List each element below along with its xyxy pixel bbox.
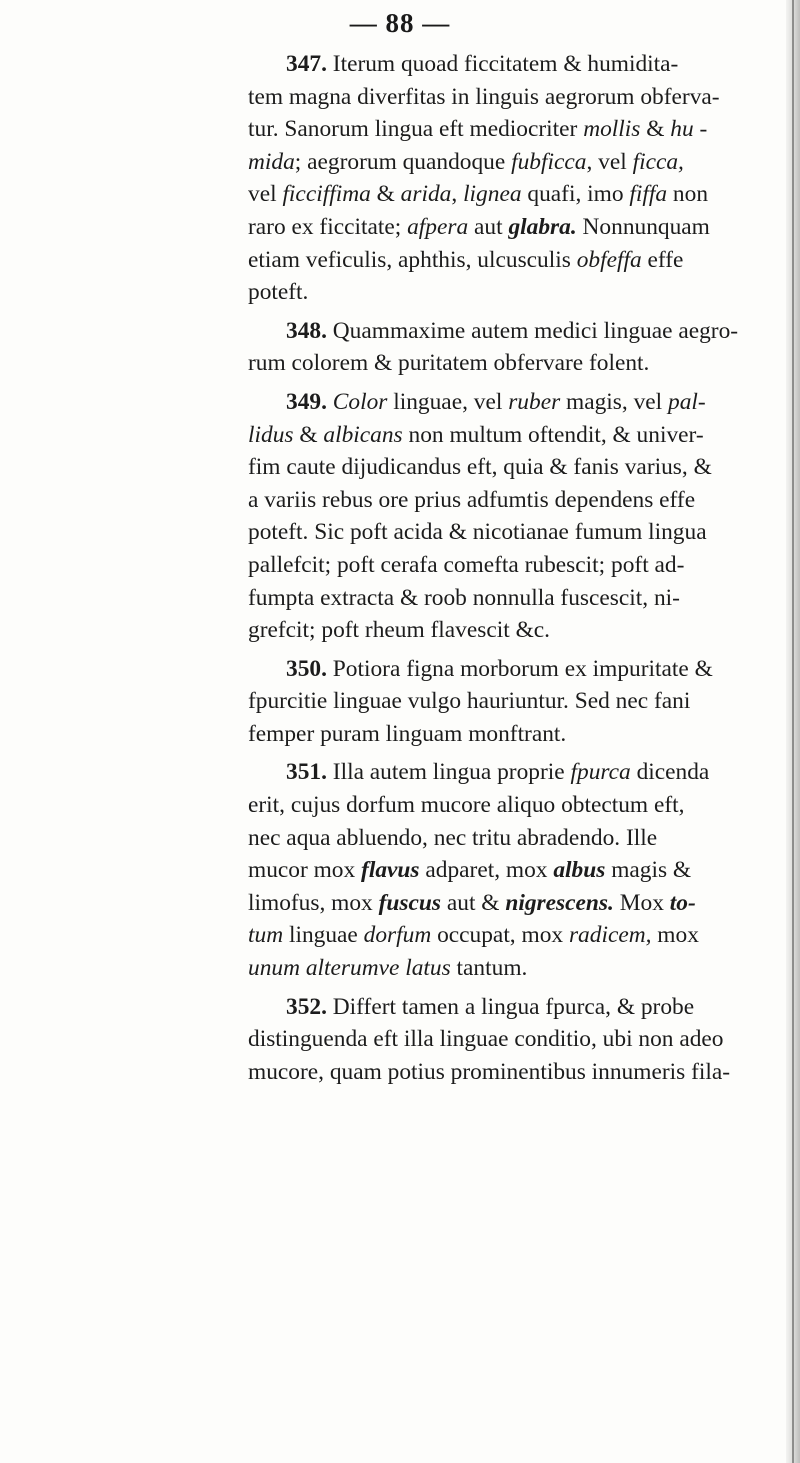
text-line	[248, 887, 772, 920]
text-line	[248, 1023, 772, 1056]
text-run: linguae, vel	[387, 388, 509, 415]
text-run: 349.	[286, 388, 333, 415]
page-number: — 88 —	[349, 8, 451, 38]
text-run: Color	[332, 388, 388, 415]
text-run: aut	[468, 213, 509, 240]
paragraph	[248, 315, 772, 380]
text-run: poteft.	[248, 279, 309, 306]
text-run: 350.	[286, 655, 333, 682]
text-run: tur. Sanorum lingua eft mediocriter	[248, 116, 584, 143]
text-run: non	[667, 181, 709, 208]
text-run: 348.	[286, 317, 333, 344]
text-line	[248, 276, 772, 309]
text-line	[248, 81, 772, 114]
text-line	[248, 386, 772, 419]
text-run: mida	[248, 148, 295, 175]
text-line	[248, 48, 772, 81]
text-run: tem magna diverfitas in linguis aegrorum obferva-	[248, 83, 720, 110]
text-line	[248, 685, 772, 718]
text-run: tantum.	[450, 955, 528, 982]
text-run: Mox	[613, 889, 670, 916]
text-run: unum alterumve latus	[248, 955, 451, 982]
paragraph	[248, 386, 772, 647]
text-run: Quammaxime autem medici linguae aegro-	[332, 317, 739, 344]
text-run: ficca,	[632, 148, 684, 175]
text-line	[248, 211, 772, 244]
paragraph	[248, 48, 772, 309]
text-run: , vel	[586, 148, 633, 175]
text-line	[248, 516, 772, 549]
text-line	[248, 146, 772, 179]
text-run: &	[640, 116, 671, 143]
text-run: 347.	[286, 51, 333, 77]
text-run: fumpta extracta & roob nonnulla fuscescit, ni-	[248, 584, 680, 611]
text-run: lignea	[463, 181, 522, 208]
text-run: 351.	[286, 759, 333, 786]
text-run: Iterum quoad ficcitatem & humidita-	[332, 51, 679, 77]
paragraph	[248, 991, 772, 1089]
text-run: rum colorem & puritatem obfervare folent.	[248, 350, 650, 377]
text-line	[248, 244, 772, 277]
text-run: grefcit; poft rheum flavescit &c.	[248, 617, 551, 644]
text-run: linguae	[283, 922, 364, 949]
text-run: ficciffima	[282, 181, 371, 208]
text-line	[248, 991, 772, 1024]
text-run: distinguenda eft illa linguae conditio, ubi non adeo	[248, 1026, 724, 1053]
text-run: dorfum	[363, 922, 432, 949]
text-run: hu -	[670, 116, 708, 143]
text-line	[248, 789, 772, 822]
text-line	[248, 315, 772, 348]
text-run: dicenda	[630, 759, 710, 786]
text-line	[248, 854, 772, 887]
text-run: raro ex ficcitate;	[248, 213, 408, 240]
text-run: etiam veficulis, aphthis, ulcusculis	[248, 246, 577, 273]
text-run: non multum oftendit, & univer-	[402, 421, 704, 448]
text-line	[248, 614, 772, 647]
text-line	[248, 582, 772, 615]
text-run: obfeffa	[576, 246, 642, 273]
text-run: fim caute dijudicandus eft, quia & fanis varius, &	[248, 454, 712, 481]
text-run: fpurcitie linguae vulgo hauriuntur. Sed nec fani	[248, 688, 691, 715]
text-run: radicem,	[568, 922, 652, 949]
text-run: femper puram linguam monftrant.	[248, 720, 567, 747]
text-run: arida	[400, 181, 452, 208]
text-line	[248, 919, 772, 952]
text-run: vel	[248, 181, 283, 208]
text-line	[248, 178, 772, 211]
text-run: a variis rebus ore prius adfumtis dependens effe	[248, 486, 696, 513]
text-line	[248, 952, 772, 985]
text-line	[248, 451, 772, 484]
text-line	[248, 718, 772, 751]
text-run: fpurca	[570, 759, 631, 786]
text-line	[248, 1056, 772, 1089]
text-run: mucor mox	[248, 857, 362, 884]
text-run: ruber	[508, 388, 561, 415]
text-run: afpera	[407, 213, 469, 240]
text-run: &	[293, 421, 324, 448]
text-run: Nonnunquam	[576, 213, 710, 240]
text-run: ; aegrorum quandoque	[294, 148, 512, 175]
text-run: flavus	[361, 857, 420, 884]
text-run: to-	[669, 889, 696, 916]
text-run: fiffa	[629, 181, 668, 208]
text-run: 352.	[286, 993, 333, 1020]
text-run: Illa autem lingua proprie	[332, 759, 571, 786]
text-run: mox	[651, 922, 699, 949]
text-line	[248, 756, 772, 789]
text-line	[248, 484, 772, 517]
text-line	[248, 653, 772, 686]
text-line	[248, 419, 772, 452]
text-run: Differt tamen a lingua fpurca, & probe	[332, 993, 695, 1020]
text-run: mucore, quam potius prominentibus innumeris fila-	[248, 1058, 731, 1085]
text-run: quafi, imo	[521, 181, 630, 208]
text-run: magis, vel	[560, 388, 669, 415]
page-edge-line	[792, 0, 794, 1463]
text-run: pal-	[668, 388, 706, 415]
text-run: ,	[451, 181, 464, 208]
text-run: occupat, mox	[431, 922, 569, 949]
text-line	[248, 822, 772, 855]
text-run: fuscus	[378, 889, 442, 916]
paragraph	[248, 653, 772, 751]
text-run: poteft. Sic poft acida & nicotianae fumum lingua	[248, 519, 707, 546]
text-run: albicans	[323, 421, 403, 448]
text-run: effe	[641, 246, 684, 273]
text-run: adparet, mox	[419, 857, 554, 884]
text-run: erit, cujus dorfum mucore aliquo obtectum eft,	[248, 792, 685, 819]
text-line	[248, 549, 772, 582]
text-line	[248, 347, 772, 380]
text-run: pallefcit; poft cerafa comefta rubescit; poft ad-	[248, 551, 685, 578]
text-run: limofus, mox	[248, 889, 379, 916]
text-run: tum	[248, 922, 284, 949]
text-run: nec aqua abluendo, nec tritu abradendo. Ille	[248, 824, 658, 851]
text-run: aut &	[441, 889, 506, 916]
paragraph	[248, 756, 772, 984]
text-line	[248, 113, 772, 146]
text-run: nigrescens.	[505, 889, 614, 916]
text-run: &	[370, 181, 401, 208]
page-text	[248, 48, 772, 1094]
text-run: magis &	[605, 857, 692, 884]
text-run: fubficca	[511, 148, 587, 175]
text-run: albus	[553, 857, 606, 884]
text-run: mollis	[583, 116, 641, 143]
text-run: lidus	[248, 421, 294, 448]
text-run: Potiora figna morborum ex impuritate &	[332, 655, 713, 682]
text-run: glabra.	[508, 213, 577, 240]
